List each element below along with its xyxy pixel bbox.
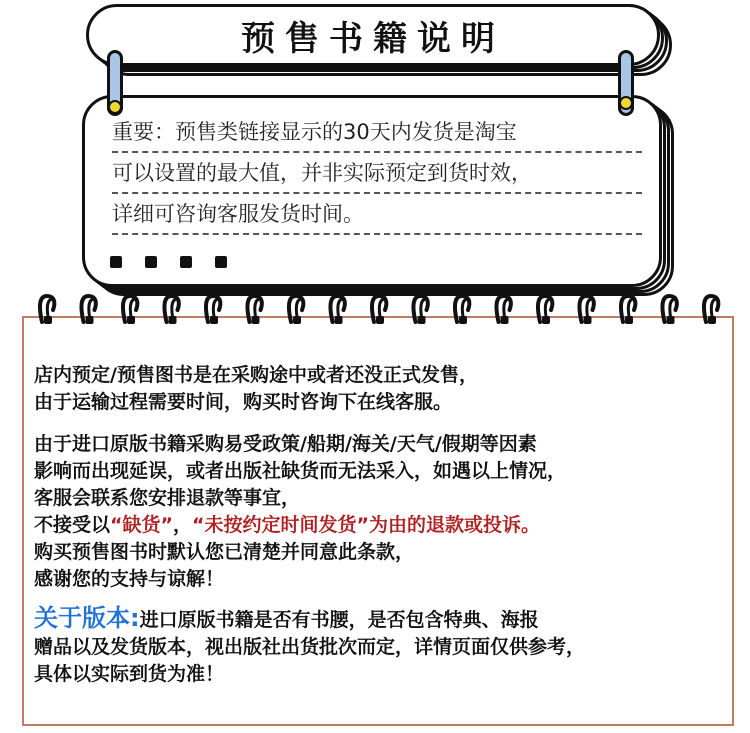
refund-prefix: 不接受以 bbox=[34, 514, 111, 536]
body-line: 购买预售图书时默认您已清楚并同意此条款， bbox=[34, 541, 415, 563]
body-line: 感谢您的支持与谅解！ bbox=[34, 568, 225, 590]
spiral-coil-icon bbox=[289, 296, 303, 324]
spiral-coil-icon bbox=[206, 296, 220, 324]
body-line: 具体以实际到货为准！ bbox=[34, 663, 225, 685]
refund-quote-out-of-stock: “缺货” bbox=[110, 514, 173, 536]
refund-separator: ， bbox=[173, 514, 193, 536]
spiral-coil-icon bbox=[164, 296, 178, 324]
refund-policy-line bbox=[34, 512, 734, 539]
notice-body bbox=[34, 362, 734, 688]
spiral-coil-icon bbox=[662, 296, 676, 324]
spiral-coil-icon bbox=[704, 296, 718, 324]
dot-icon bbox=[110, 256, 122, 268]
refund-quote-late-shipping: “未按约定时间发货” bbox=[192, 514, 369, 536]
dot-icon bbox=[180, 256, 192, 268]
body-line: 客服会联系您安排退款等事宜， bbox=[34, 487, 301, 509]
ellipsis-dots bbox=[110, 256, 227, 268]
dot-icon bbox=[145, 256, 157, 268]
body-line: 由于运输过程需要时间，购买时咨询下在线客服。 bbox=[34, 391, 453, 413]
spiral-binding-icon bbox=[30, 294, 735, 334]
right-pin-head-icon bbox=[619, 96, 633, 110]
edition-line bbox=[34, 605, 734, 634]
spiral-coil-icon bbox=[81, 296, 95, 324]
spiral-coil-icon bbox=[455, 296, 469, 324]
body-line: 赠品以及发货版本，视出版社出货批次而定，详情页面仅供参考， bbox=[34, 636, 586, 658]
edition-text: 进口原版书籍是否有书腰，是否包含特典、海报 bbox=[139, 609, 539, 631]
spiral-coil-icon bbox=[247, 296, 261, 324]
spiral-coil-icon bbox=[413, 296, 427, 324]
body-line: 由于进口原版书籍采购易受政策/船期/海关/天气/假期等因素 bbox=[34, 433, 537, 455]
spiral-coil-icon bbox=[40, 296, 54, 324]
spiral-coil-icon bbox=[538, 296, 552, 324]
title-banner bbox=[86, 4, 672, 76]
note-line: 可以设置的最大值，并非实际预定到货时效， bbox=[112, 153, 642, 194]
spiral-coil-icon bbox=[330, 296, 344, 324]
dot-icon bbox=[215, 256, 227, 268]
note-line: 重要：预售类链接显示的30天内发货是淘宝 bbox=[112, 112, 642, 153]
left-pin-head-icon bbox=[108, 100, 122, 114]
edition-label: 关于版本: bbox=[34, 604, 140, 632]
body-line: 店内预定/预售图书是在采购途中或者还没正式发售， bbox=[34, 364, 478, 386]
body-line: 影响而出现延误，或者出版社缺货而无法采入，如遇以上情况， bbox=[34, 460, 567, 482]
spiral-coil-icon bbox=[496, 296, 510, 324]
refund-suffix: 为由的退款或投诉。 bbox=[369, 514, 541, 536]
spiral-coil-icon bbox=[579, 296, 593, 324]
note-text bbox=[112, 112, 652, 235]
spiral-coil-icon bbox=[372, 296, 386, 324]
note-line: 详细可咨询客服发货时间。 bbox=[112, 194, 642, 235]
spiral-coil-icon bbox=[621, 296, 635, 324]
banner-face bbox=[86, 4, 660, 66]
spiral-coil-icon bbox=[123, 296, 137, 324]
page-title: 预售书籍说明 bbox=[241, 18, 505, 59]
